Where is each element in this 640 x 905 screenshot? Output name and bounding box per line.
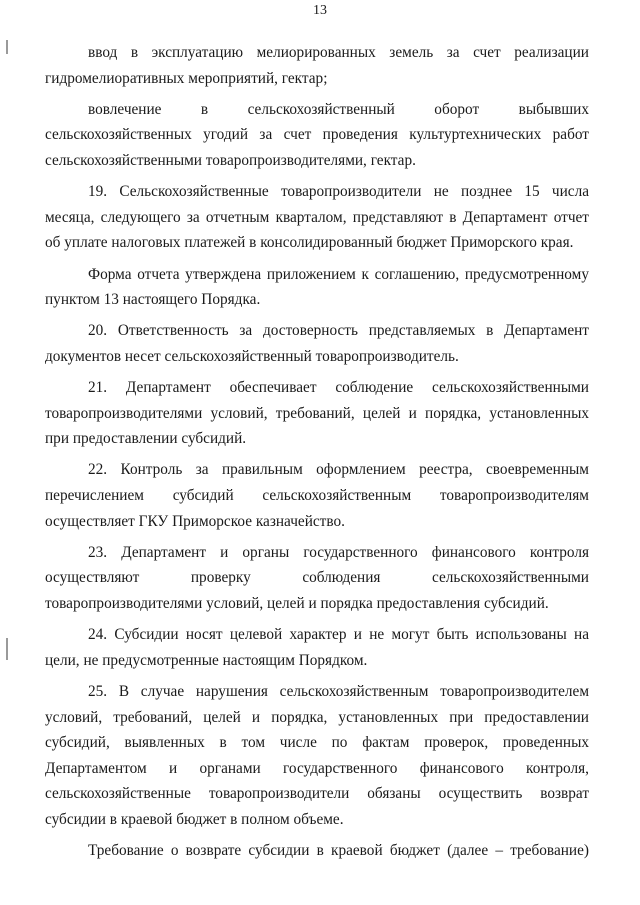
paragraph-refund-request: Требование о возврате субсидии в краевой бюджет (далее – требование) — [88, 842, 589, 860]
paragraph-clause-20: 20. Ответственность за достоверность представляемых в Департамент документов несет сельскохозяйственный товаропроизводитель. — [45, 322, 589, 365]
paragraph-clause-25: 25. В случае нарушения сельскохозяйственным товаропроизводителем условий, требований, целей и порядка, установленных при предоставлении субсидий, выявленных в том числе по фактам проверок, проведенных Департаментом и органами государственного финансового контроля, сельскохозяйственные товаропроизводители обязаны осуществить возврат субсидии в краевой бюджет в полном объеме. — [45, 683, 589, 828]
paragraph-land-reclaim: вовлечение в сельскохозяйственный оборот выбывших сельскохозяйственных угодий за счет проведения культуртехнических работ сельскохозяйственными товаропроизводителями, гектар. — [45, 100, 589, 169]
paragraph-clause-24: 24. Субсидии носят целевой характер и не могут быть использованы на цели, не предусмотренные настоящим Порядком. — [45, 626, 589, 669]
paragraph-clause-21: 21. Департамент обеспечивает соблюдение сельскохозяйственными товаропроизводителями условий, требований, целей и порядка, установленных при предоставлении субсидий. — [45, 379, 589, 448]
paragraph-clause-19: 19. Сельскохозяйственные товаропроизводители не позднее 15 числа месяца, следующего за отчетным кварталом, представляют в Департамент отчет об уплате налоговых платежей в консолидированный бюджет Приморского края. — [45, 183, 589, 252]
scan-edge-mark — [6, 40, 8, 54]
paragraph-clause-22: 22. Контроль за правильным оформлением реестра, своевременным перечислением субсидий сельскохозяйственным товаропроизводителям осуществляет ГКУ Приморское казначейство. — [45, 461, 589, 530]
paragraph-report-form: Форма отчета утверждена приложением к соглашению, предусмотренному пунктом 13 настоящего Порядка. — [45, 265, 589, 309]
document-body — [45, 40, 589, 864]
page-number: 13 — [313, 3, 327, 18]
paragraph-irrigated-land: ввод в эксплуатацию мелиорированных земель за счет реализации гидромелиоративных мероприятий, гектар; — [45, 44, 589, 87]
paragraph-clause-23: 23. Департамент и органы государственного финансового контроля осуществляют проверку соблюдения сельскохозяйственными товаропроизводителями условий, целей и порядка предоставления субсидий. — [45, 543, 589, 613]
scan-edge-mark — [6, 638, 8, 660]
